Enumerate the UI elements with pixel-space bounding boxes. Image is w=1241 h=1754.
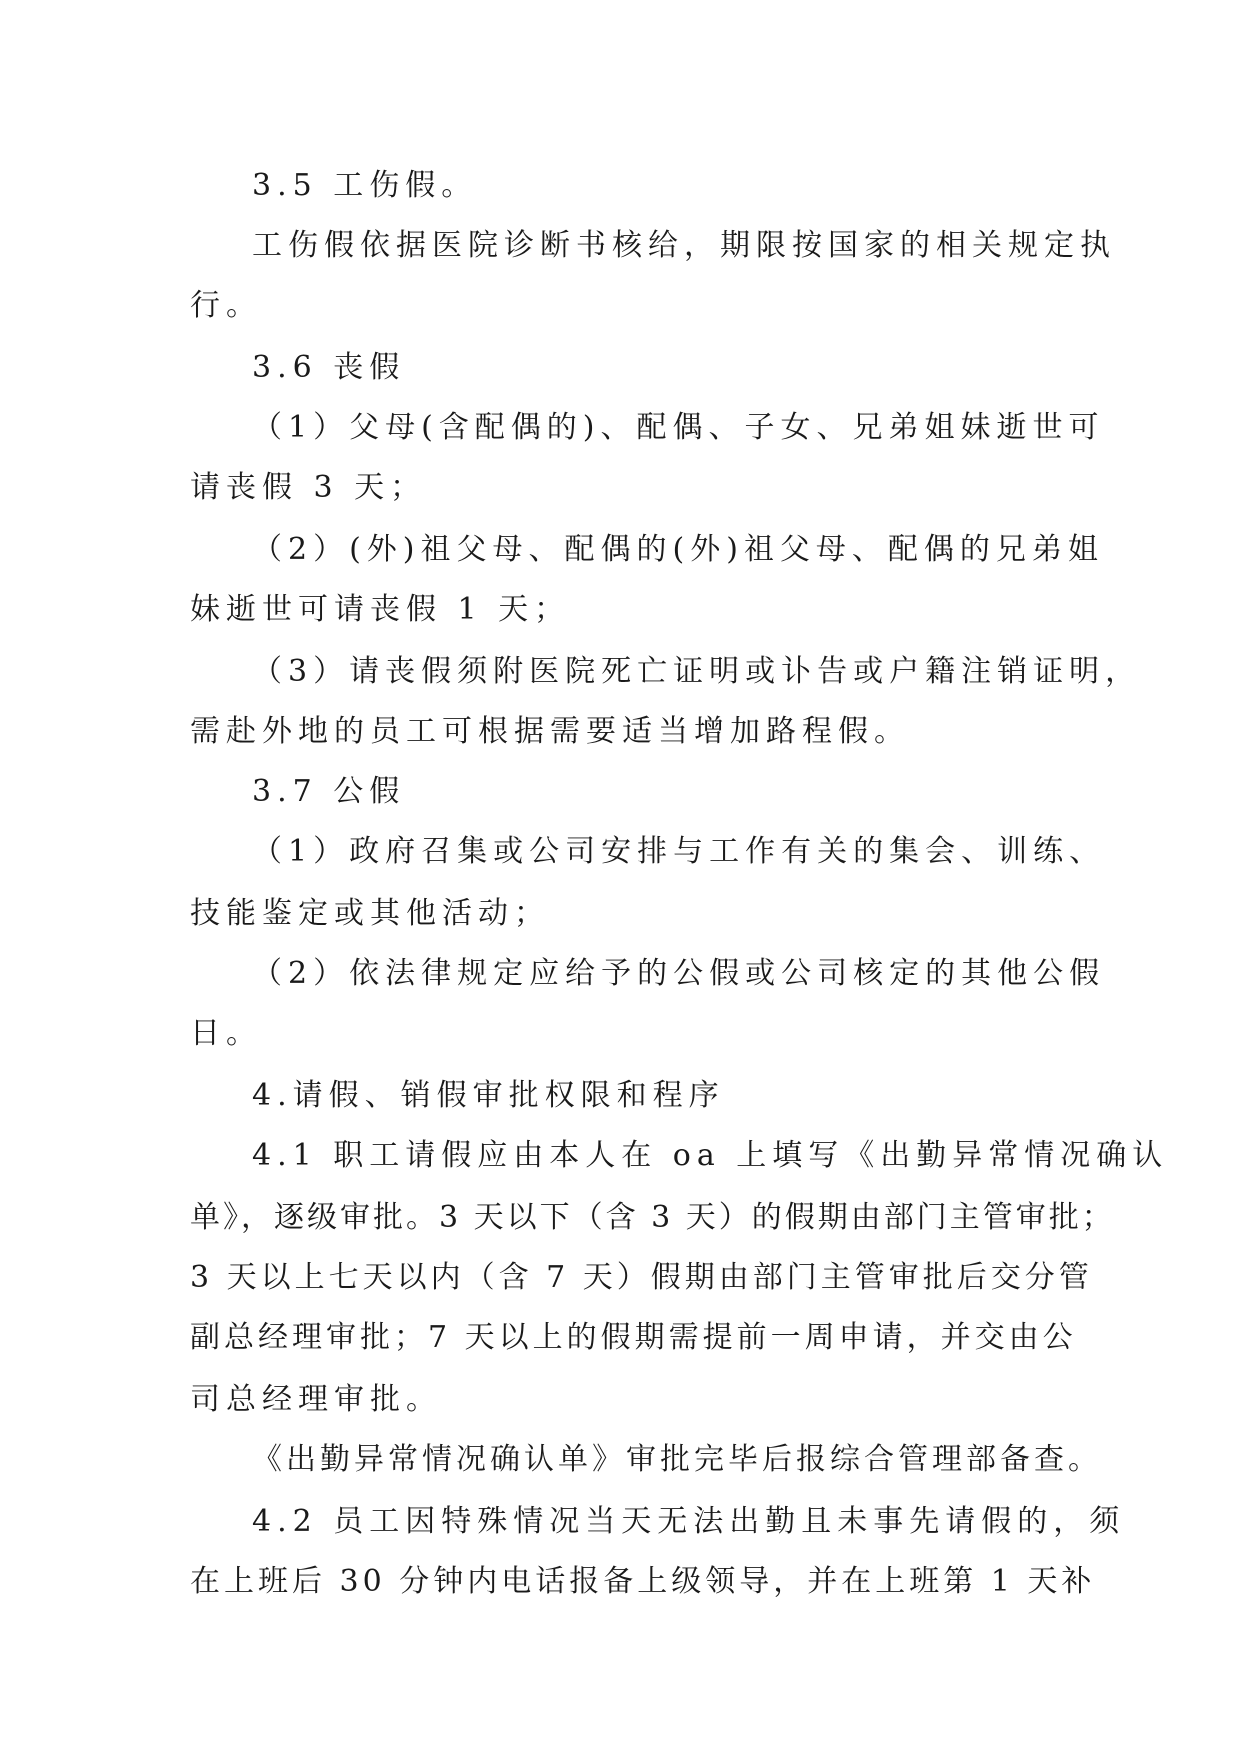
- paragraph-line: 《出勤异常情况确认单》审批完毕后报综合管理部备查。: [252, 1442, 1102, 1477]
- paragraph-line: 在上班后 30 分钟内电话报备上级领导，并在上班第 1 天补: [190, 1564, 1096, 1599]
- paragraph-line: 日。: [190, 1016, 262, 1051]
- paragraph-line: 司总经理审批。: [190, 1382, 442, 1417]
- section-heading-3-5: 3.5 工伤假。: [252, 168, 478, 203]
- section-heading-4: 4.请假、销假审批权限和程序: [252, 1078, 725, 1113]
- paragraph-line: 副总经理审批；7 天以上的假期需提前一周申请，并交由公: [190, 1320, 1077, 1355]
- paragraph-line: 妹逝世可请丧假 1 天；: [190, 592, 571, 627]
- paragraph-line: 3 天以上七天以内（含 7 天）假期由部门主管审批后交分管: [190, 1260, 1093, 1295]
- paragraph-line: 工伤假依据医院诊断书核给，期限按国家的相关规定执: [252, 228, 1116, 263]
- paragraph-line: 行。: [190, 288, 262, 323]
- paragraph-line: （3）请丧假须附医院死亡证明或讣告或户籍注销证明，: [252, 654, 1142, 689]
- paragraph-line: 请丧假 3 天；: [190, 470, 427, 505]
- section-heading-3-6: 3.6 丧假: [252, 350, 406, 385]
- paragraph-line: 4.1 职工请假应由本人在 oa 上填写《出勤异常情况确认: [252, 1138, 1169, 1173]
- paragraph-line: 4.2 员工因特殊情况当天无法出勤且未事先请假的，须: [252, 1504, 1126, 1539]
- section-heading-3-7: 3.7 公假: [252, 774, 406, 809]
- paragraph-line: （2）(外)祖父母、配偶的(外)祖父母、配偶的兄弟姐: [252, 532, 1104, 567]
- paragraph-line: 单》，逐级审批。3 天以下（含 3 天）的假期由部门主管审批；: [190, 1200, 1115, 1235]
- paragraph-line: 技能鉴定或其他活动；: [190, 896, 550, 931]
- paragraph-line: 需赴外地的员工可根据需要适当增加路程假。: [190, 714, 910, 749]
- paragraph-line: （1）父母(含配偶的)、配偶、子女、兄弟姐妹逝世可: [252, 410, 1105, 445]
- paragraph-line: （2）依法律规定应给予的公假或公司核定的其他公假: [252, 956, 1106, 991]
- paragraph-line: （1）政府召集或公司安排与工作有关的集会、训练、: [252, 834, 1106, 869]
